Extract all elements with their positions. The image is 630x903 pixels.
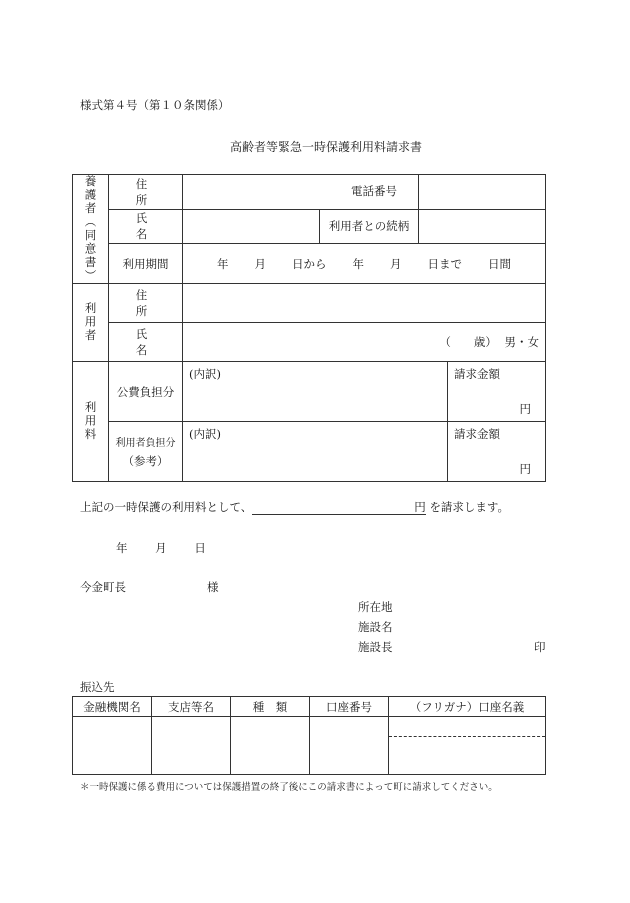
transfer-label: 振込先 [80,680,115,694]
period-field[interactable] [183,244,546,284]
account-name-field[interactable] [389,737,546,775]
user-age: （ 歳） [439,335,497,349]
period-month-1: 月 [254,256,266,271]
user-name-field[interactable] [183,323,546,362]
date-year: 年 [116,541,128,555]
bank-field[interactable] [73,717,152,775]
transfer-header-branch: 支店等名 [152,697,231,717]
statement-line [80,499,509,515]
public-breakdown-field[interactable] [183,362,448,422]
type-field[interactable] [231,717,310,775]
period-year-1: 年 [217,256,229,271]
guardian-section-label: 養護者（同意書） [73,175,109,284]
footnote: ＊一時保護に係る費用については保護措置の終了後にこの請求書によって町に請求してください。 [80,782,498,793]
statement-suffix: を請求します。 [429,500,510,514]
form-number: 様式第４号（第１０条関係） [80,98,230,112]
transfer-header-account-no: 口座番号 [310,697,389,717]
period-year-2: 年 [352,256,364,271]
account-number-field[interactable] [310,717,389,775]
period-label: 利用期間 [109,244,183,284]
period-from: 日から [292,256,327,271]
guardian-name-label: 氏 名 [109,209,183,244]
public-amount-field[interactable] [448,362,546,422]
transfer-header-account-name: （フリガナ）口座名義 [389,697,546,717]
self-amount-field[interactable] [448,422,546,482]
relation-field[interactable] [419,209,546,244]
self-amount-yen: 円 [519,462,531,476]
relation-label: 利用者との続柄 [320,209,419,244]
account-name-kana-field[interactable] [389,717,546,737]
public-share-label: 公費負担分 [109,362,183,422]
user-section-label: 利用者 [73,284,109,362]
self-share-label: 利用者負担分 （参考） [109,422,183,482]
date-day: 日 [194,541,206,555]
user-sex: 男・女 [504,335,539,349]
guardian-address-label: 住 所 [109,175,183,210]
self-breakdown-label: (内訳) [189,427,221,441]
facility-name-label: 施設名 [358,620,393,634]
form-title: 高齢者等緊急一時保護利用料請求書 [230,140,423,154]
recipient-honorific: 様 [207,580,219,594]
self-amount-label: 請求金額 [454,427,500,441]
transfer-header-type: 種 類 [231,697,310,717]
facility-head-label: 施設長 [358,640,393,654]
statement-prefix: 上記の一時保護の利用料として、 [80,500,253,514]
period-until: 日まで [427,256,462,271]
public-amount-label: 請求金額 [454,367,500,381]
fee-section-label: 利用料 [73,362,109,482]
statement-yen: 円 [414,500,426,514]
period-days: 日間 [488,256,511,271]
seal-mark: 印 [534,640,546,654]
transfer-header-bank: 金融機関名 [73,697,152,717]
recipient-name: 今金町長 [80,580,126,594]
guardian-name-field[interactable] [183,209,320,244]
self-breakdown-field[interactable] [183,422,448,482]
self-share-sublabel: （参考） [122,454,169,468]
date-line [116,540,206,556]
phone-field[interactable] [351,175,546,210]
facility-location-label: 所在地 [358,600,393,614]
amount-blank[interactable] [252,500,414,515]
branch-field[interactable] [152,717,231,775]
public-amount-yen: 円 [519,402,531,416]
user-address-label: 住 所 [109,284,183,323]
phone-label-text: 電話番号 [351,184,397,198]
period-month-2: 月 [390,256,402,271]
date-month: 月 [155,541,167,555]
user-address-field[interactable] [183,284,546,323]
transfer-table [72,696,546,775]
main-table [72,174,546,482]
public-breakdown-label: (内訳) [189,367,221,381]
user-name-label: 氏 名 [109,323,183,362]
